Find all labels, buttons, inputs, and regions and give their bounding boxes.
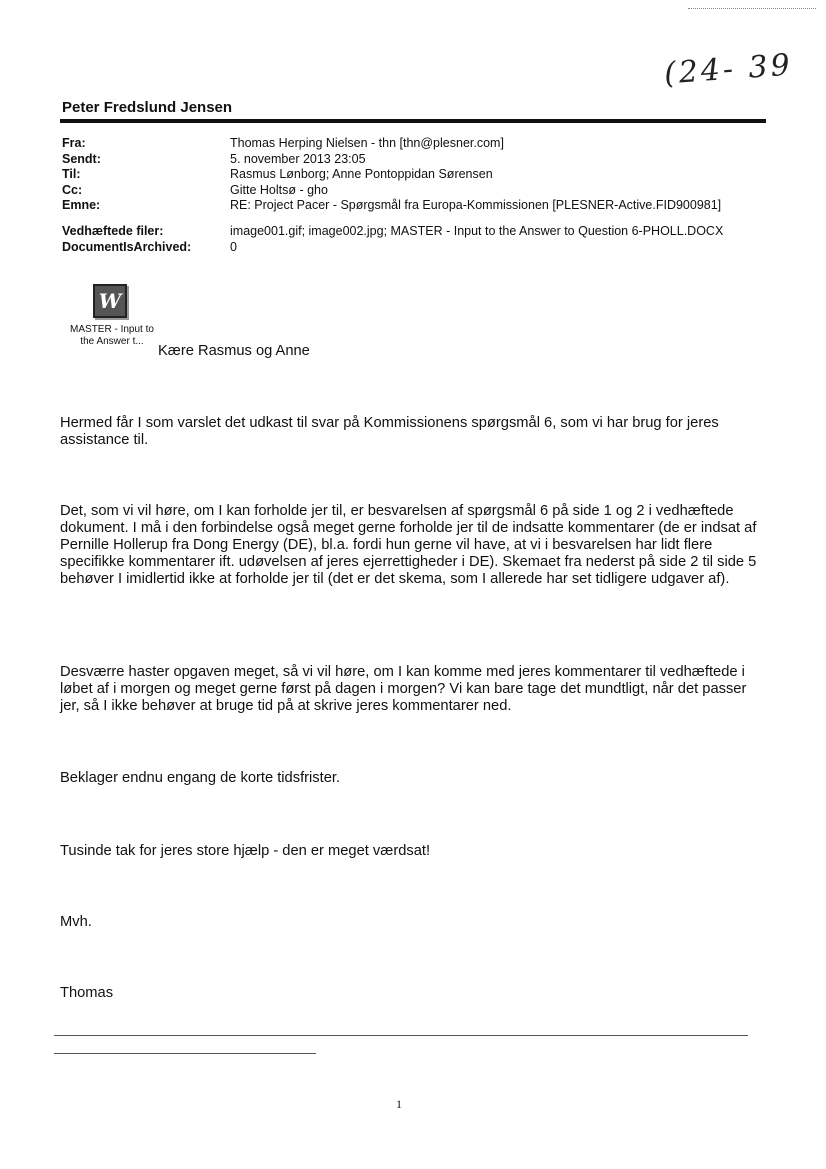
sender-name: Peter Fredslund Jensen bbox=[62, 99, 233, 116]
field-archived bbox=[62, 240, 723, 256]
signature-name: Thomas bbox=[60, 985, 114, 1001]
body-paragraph: Hermed får I som varslet det udkast til svar på Kommissionens spørgsmål 6, som vi har brug for jeres assistance til. bbox=[60, 415, 719, 448]
greeting: Kære Rasmus og Anne bbox=[158, 343, 310, 359]
field-value: Gitte Holtsø - gho bbox=[230, 182, 328, 197]
attachment-item[interactable] bbox=[62, 284, 162, 348]
field-label: DocumentIsArchived: bbox=[62, 239, 192, 254]
footer-rule bbox=[54, 1035, 748, 1036]
body-paragraph: Beklager endnu engang de korte tidsfrister. bbox=[60, 770, 341, 786]
attachment-caption-line: MASTER - Input to bbox=[70, 324, 154, 335]
word-document-icon[interactable]: W bbox=[93, 284, 127, 318]
attachment-caption bbox=[62, 324, 162, 348]
body-paragraph: Det, som vi vil høre, om I kan forholde jer til, er besvarelsen af spørgsmål 6 på side 1 og 2 i vedhæftede dokument. I må i den forbindelse også meget gerne forholde jer til de indsatte kommentarer (de er indsat af Pernille Hollerup fra Dong Energy (DE), bl.a. fordi hun gerne vil have, at vi i besvarelsen har lidt flere specifikke kommentarer ift. udøvelsen af jeres ejerrettigheder i DE). Skemaet fra nederst på side 2 til side 5 behøver I imidlertid ikke at forholde jer til (det er det skema, som I allerede har set tidligere udgaver af). bbox=[60, 503, 757, 587]
field-value: 0 bbox=[230, 239, 237, 254]
field-subject bbox=[62, 198, 721, 214]
body-paragraph: Tusinde tak for jeres store hjælp - den er meget værdsat! bbox=[60, 843, 431, 859]
field-value: Thomas Herping Nielsen - thn [thn@plesner.com] bbox=[230, 136, 504, 150]
field-from bbox=[62, 136, 721, 152]
attachment-caption-line: the Answer t... bbox=[80, 336, 144, 347]
field-label: Sendt: bbox=[62, 151, 101, 166]
field-value: 5. november 2013 23:05 bbox=[230, 151, 366, 166]
field-value: Rasmus Lønborg; Anne Pontoppidan Sørensen bbox=[230, 167, 493, 182]
page-number: 1 bbox=[396, 1097, 402, 1111]
sign-off: Mvh. bbox=[60, 914, 92, 930]
field-label: Fra: bbox=[62, 136, 86, 150]
field-label: Vedhæftede filer: bbox=[62, 224, 164, 238]
field-label: Til: bbox=[62, 167, 81, 182]
field-label: Cc: bbox=[62, 182, 83, 197]
body-paragraph: Desværre haster opgaven meget, så vi vil høre, om I kan komme med jeres kommentarer til vedhæftede i løbet af i morgen og meget gerne først på dagen i morgen? Vi kan bare tage det mundtligt, når det passer jer, så I ikke behøver at bruge tid på at skrive jeres kommentarer ned. bbox=[60, 664, 747, 714]
footer-rule-short bbox=[54, 1053, 316, 1054]
field-label: Emne: bbox=[62, 198, 101, 213]
field-value: image001.gif; image002.jpg; MASTER - Input to the Answer to Question 6-PHOLL.DOCX bbox=[230, 224, 724, 238]
email-header-fields bbox=[62, 136, 721, 214]
field-sent bbox=[62, 152, 721, 168]
header-rule bbox=[60, 119, 766, 123]
email-attachment-fields bbox=[62, 224, 723, 255]
field-attachments bbox=[62, 224, 723, 240]
field-to bbox=[62, 167, 721, 183]
field-cc bbox=[62, 183, 721, 199]
field-value: RE: Project Pacer - Spørgsmål fra Europa-Kommissionen [PLESNER-Active.FID900981] bbox=[230, 198, 722, 213]
handwritten-note: (24- 39 bbox=[662, 47, 794, 92]
top-dotted-line bbox=[688, 8, 816, 9]
